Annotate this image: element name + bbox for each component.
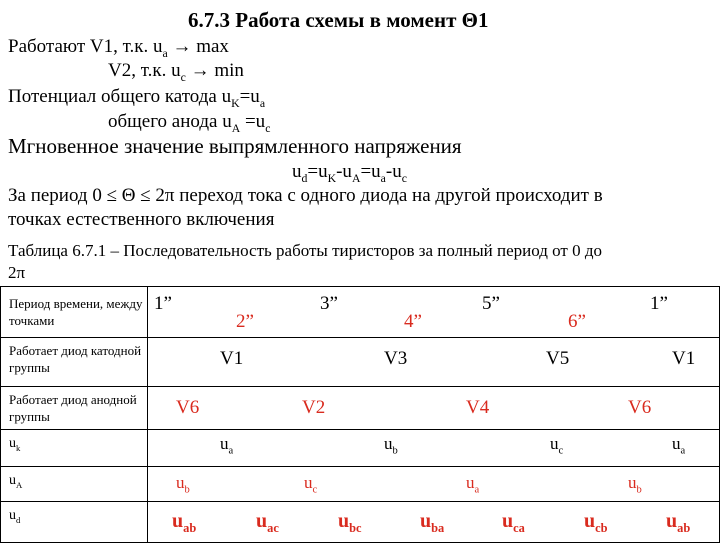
line-natural-switching: точках естественного включения [8, 209, 275, 230]
line-ud-formula: $u_d=u_K-u_A=u_a-u_c$ [292, 161, 407, 185]
ud-value-7: $u_{ab}$ [666, 510, 691, 535]
anode-diode-2: V2 [302, 397, 326, 418]
line-period-transition: За период 0 ≤ Θ ≤ 2π переход тока с одного диода на другой происходит в [8, 185, 603, 206]
ud-value-1: $u_{ab}$ [172, 510, 197, 535]
point-4: 4” [404, 311, 422, 332]
ua-value-4: $u_b$ [628, 473, 642, 496]
cathode-diode-1: V1 [220, 348, 244, 369]
anode-diode-4: V6 [628, 397, 652, 418]
point-3: 3” [320, 293, 338, 314]
ud-value-4: $u_{ba}$ [420, 510, 445, 535]
point-2: 2” [236, 311, 254, 332]
line-v1-works: Работают V1, т.к. $u_a \to \max$ [8, 36, 229, 60]
line-v2-works: V2, т.к. $u_c \to \min$ [108, 60, 244, 84]
table-caption: Таблица 6.7.1 – Последовательность работы тиристоров за полный период от 0 до [8, 241, 602, 260]
ua-value-1: $u_b$ [176, 473, 190, 496]
point-6: 6” [568, 311, 586, 332]
point-1: 1” [154, 293, 172, 314]
uk-value-2: $u_b$ [384, 434, 398, 457]
table-row-anode [1, 387, 720, 430]
ud-value-3: $u_{bc}$ [338, 510, 362, 535]
row-label-ua: $u_A$ [9, 473, 23, 490]
ud-value-2: $u_{ac}$ [256, 510, 279, 535]
ua-value-2: $u_c$ [304, 473, 318, 496]
page-title: 6.7.3 Работа схемы в момент Θ1 [188, 8, 489, 32]
row-label-period: Период времени, между точками [9, 296, 143, 328]
uk-value-1: $u_a$ [220, 434, 234, 457]
table-caption-cont: 2π [8, 263, 26, 282]
cathode-diode-4: V1 [672, 348, 696, 369]
anode-diode-3: V4 [466, 397, 490, 418]
anode-diode-1: V6 [176, 397, 200, 418]
ud-value-6: $u_{cb}$ [584, 510, 608, 535]
point-1-end: 1” [650, 293, 668, 314]
line-cathode-potential: Потенциал общего катода $u_K=u_a$ [8, 86, 266, 110]
table-row-cathode [1, 338, 720, 387]
line-instant-voltage: Мгновенное значение выпрямленного напряжения [8, 134, 462, 158]
uk-value-4: $u_a$ [672, 434, 686, 457]
line-anode-potential: общего анода $u_A =u_c$ [108, 111, 271, 135]
row-label-ud: $u_d$ [9, 508, 21, 525]
table-row-ud [1, 502, 720, 543]
ud-value-5: $u_{ca}$ [502, 510, 525, 535]
point-5: 5” [482, 293, 500, 314]
row-label-anode: Работает диод анодной группы [9, 392, 137, 424]
period-points [148, 287, 719, 337]
cathode-diode-2: V3 [384, 348, 408, 369]
table-row-period [1, 287, 720, 338]
uk-value-3: $u_c$ [550, 434, 564, 457]
ua-value-3: $u_a$ [466, 473, 480, 496]
sequence-table [0, 286, 720, 543]
row-label-cathode: Работает диод катодной группы [9, 343, 142, 375]
table-row-ua [1, 467, 720, 502]
row-label-uk: $u_k$ [9, 436, 21, 453]
table-row-uk [1, 430, 720, 467]
cathode-diode-3: V5 [546, 348, 570, 369]
